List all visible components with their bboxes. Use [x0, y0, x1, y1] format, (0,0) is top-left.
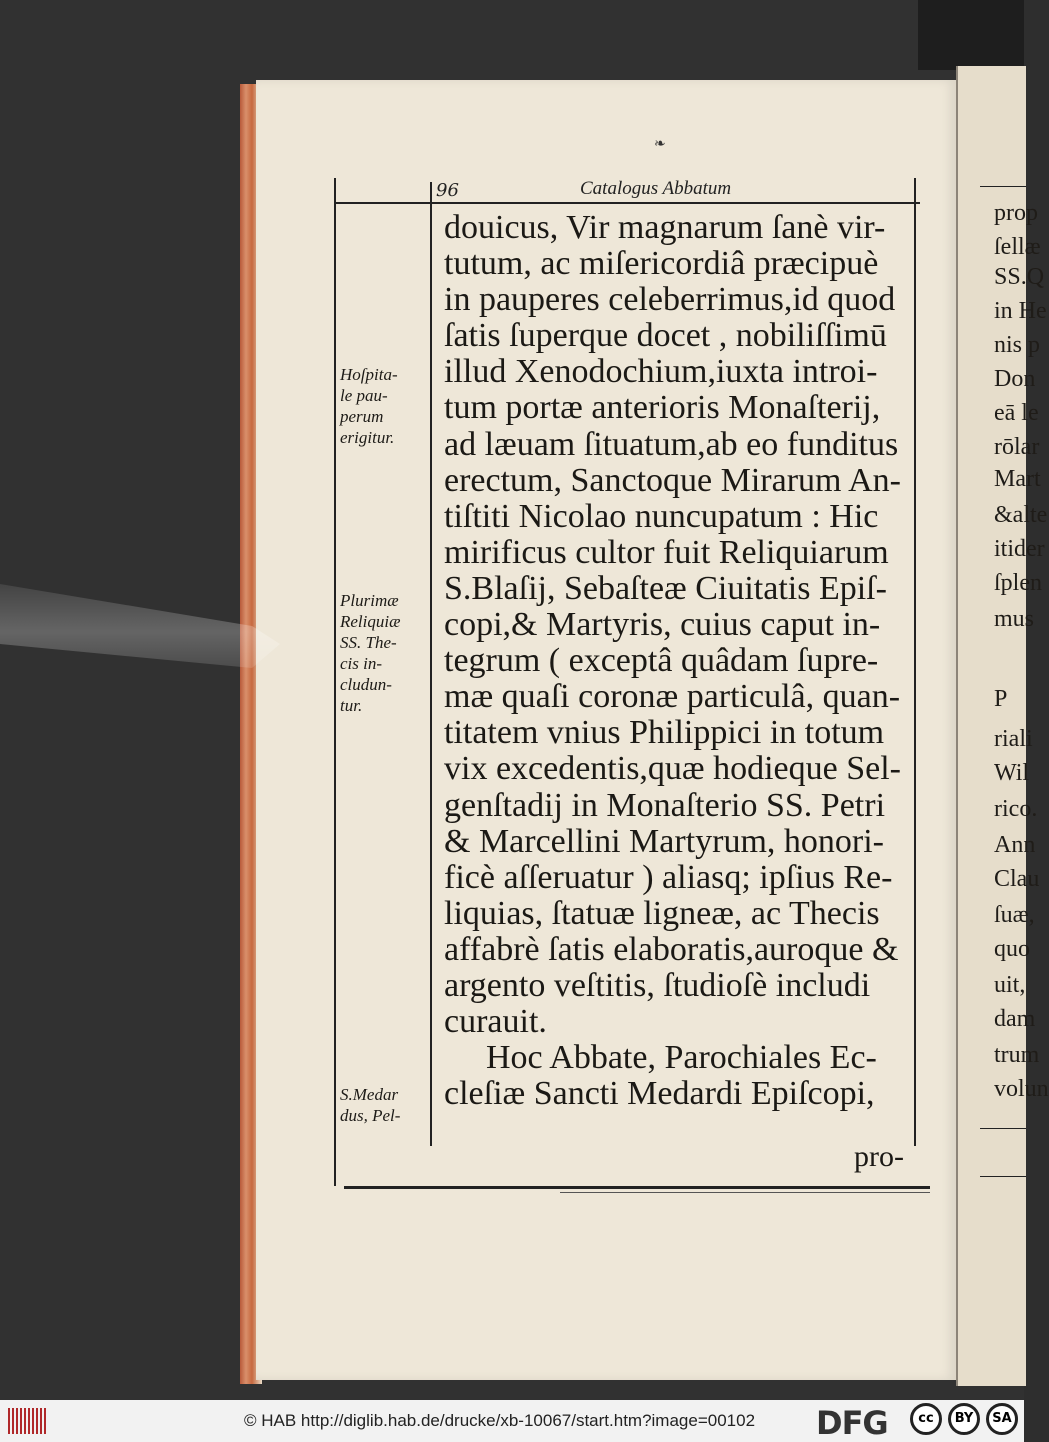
next-page-fragment — [956, 66, 1049, 1386]
ornament: ❧ — [654, 136, 666, 152]
hab-logo — [8, 1408, 48, 1434]
marginal-note-line: Hoſpita- — [340, 365, 398, 384]
next-page-word: dam — [994, 1006, 1036, 1032]
by-icon: BY — [948, 1403, 980, 1435]
text-line: tegrum ( exceptâ quâdam ſupre- — [444, 642, 879, 680]
next-page-word: Don — [994, 366, 1036, 392]
text-line: douicus, Vir magnarum ſanè vir- — [444, 209, 886, 246]
text-line: illud Xenodochium,iuxta introi- — [444, 353, 878, 391]
marginal-note-line: SS. The- — [340, 633, 397, 652]
frame-rule-margin — [430, 182, 432, 1146]
text-line: mirificus cultor fuit Reliquiarum — [444, 533, 889, 571]
backdrop — [918, 0, 1024, 70]
marginal-note-line: le pau- — [340, 386, 388, 405]
next-page-word: riali — [994, 726, 1033, 752]
next-page-word: Ann — [994, 832, 1036, 858]
marginal-note-line: perum — [340, 407, 384, 426]
next-page-rule — [980, 1176, 1026, 1177]
marginal-note-line: dus, Pel- — [340, 1106, 401, 1125]
text-line: titatem vnius Philippici in totum — [444, 714, 885, 752]
next-page-word: &alte — [994, 502, 1048, 528]
next-page-word: mus — [994, 606, 1035, 632]
next-page-word: Clau — [994, 866, 1040, 892]
next-page-word: ſuæ, — [994, 902, 1035, 928]
marginal-note-line: Reliquiæ — [340, 612, 401, 631]
next-page-word: trum — [994, 1042, 1040, 1068]
marginal-note-line: S.Medar — [340, 1085, 399, 1104]
next-page-word: eā le — [994, 400, 1039, 426]
marginal-note-line: Plurimæ — [340, 591, 399, 610]
next-page-word: prop — [994, 200, 1038, 226]
dfg-logo: DFG — [816, 1404, 888, 1442]
marginal-note-medardus — [340, 1084, 400, 1126]
running-head: Catalogus Abbatum — [580, 178, 732, 199]
text-line: mæ quaſi coronæ particulâ, quan- — [444, 678, 901, 716]
marginal-note-line: cis in- — [340, 654, 383, 673]
text-line: argento veſtitis, ſtudioſè includi — [444, 966, 871, 1004]
marginal-note-line: cludun- — [340, 675, 392, 694]
page-number: 96 — [436, 180, 459, 201]
sa-icon: SA — [986, 1403, 1018, 1435]
next-page-word: rico. — [994, 796, 1038, 822]
frame-rule-top — [336, 202, 920, 204]
next-page-word: quo — [994, 936, 1030, 962]
next-page-word: rōlar — [994, 434, 1040, 460]
text-line: Hoc Abbate, Parochiales Ec- — [486, 1039, 877, 1077]
text-line: tum portæ anterioris Monaſterij, — [444, 389, 881, 427]
next-page-rule — [980, 186, 1026, 187]
frame-rule-bottom — [344, 1186, 930, 1189]
next-page-word: Mart — [994, 466, 1041, 492]
text-line: & Marcellini Martyrum, honori- — [444, 822, 885, 860]
clip-shadow — [0, 572, 280, 692]
frame-rule-left — [334, 178, 336, 1186]
text-line: curauit. — [444, 1003, 547, 1041]
catchword: pro- — [854, 1140, 904, 1173]
next-page-word: Wil — [994, 760, 1030, 786]
text-line: ficè aſſeruatur ) aliasq; ipſius Re- — [444, 858, 893, 896]
text-line: ſatis ſuperque docet , nobiliſſimū — [444, 317, 887, 355]
marginal-note-reliquiae — [340, 590, 400, 716]
text-line: copi,& Martyris, cuius caput in- — [444, 606, 881, 644]
text-line: genſtadij in Monaſterio SS. Petri — [444, 786, 886, 824]
next-page-word: ſellæ — [994, 234, 1041, 260]
text-line: in pauperes celeberrimus,id quod — [444, 281, 896, 319]
text-line: S.Blaſij, Sebaſteæ Ciuitatis Epiſ- — [444, 569, 887, 607]
license-badges[interactable] — [910, 1403, 1020, 1439]
copyright-link[interactable]: © HAB http://diglib.hab.de/drucke/xb-10067/start.htm?image=00102 — [244, 1411, 756, 1430]
next-page-word: P — [994, 686, 1008, 712]
body-text — [444, 210, 914, 1112]
next-page-word: uit, — [994, 972, 1026, 998]
next-page-word: volun — [994, 1076, 1049, 1102]
viewer-footer — [0, 1400, 1024, 1442]
marginal-note-hospitale — [340, 364, 398, 448]
next-page-word: nis p — [994, 332, 1041, 358]
text-line: ad læuam ſituatum,ab eo funditus — [444, 425, 899, 463]
text-line: tiſtiti Nicolao nuncupatum : Hic — [444, 497, 879, 535]
next-page-word: in He — [994, 298, 1047, 324]
text-line: affabrè ſatis elaboratis,auroque & — [444, 930, 899, 968]
frame-rule-bottom-thin — [560, 1192, 930, 1193]
text-line: tutum, ac miſericordiâ præcipuè — [444, 245, 879, 283]
text-line: cleſiæ Sancti Medardi Epiſcopi, — [444, 1075, 875, 1113]
cc-icon: cc — [910, 1403, 942, 1435]
next-page-word: itider — [994, 536, 1045, 562]
text-line: liquias, ſtatuæ ligneæ, ac Thecis — [444, 894, 880, 932]
next-page-word: ſplen — [994, 570, 1042, 596]
text-line: vix excedentis,quæ hodieque Sel- — [444, 750, 902, 788]
text-line: erectum, Sanctoque Mirarum An- — [444, 461, 901, 499]
marginal-note-line: erigitur. — [340, 428, 395, 447]
frame-rule-right — [914, 178, 916, 1146]
next-page-rule — [980, 1128, 1026, 1129]
marginal-note-line: tur. — [340, 696, 363, 715]
next-page-word: SS.Q — [994, 264, 1045, 290]
